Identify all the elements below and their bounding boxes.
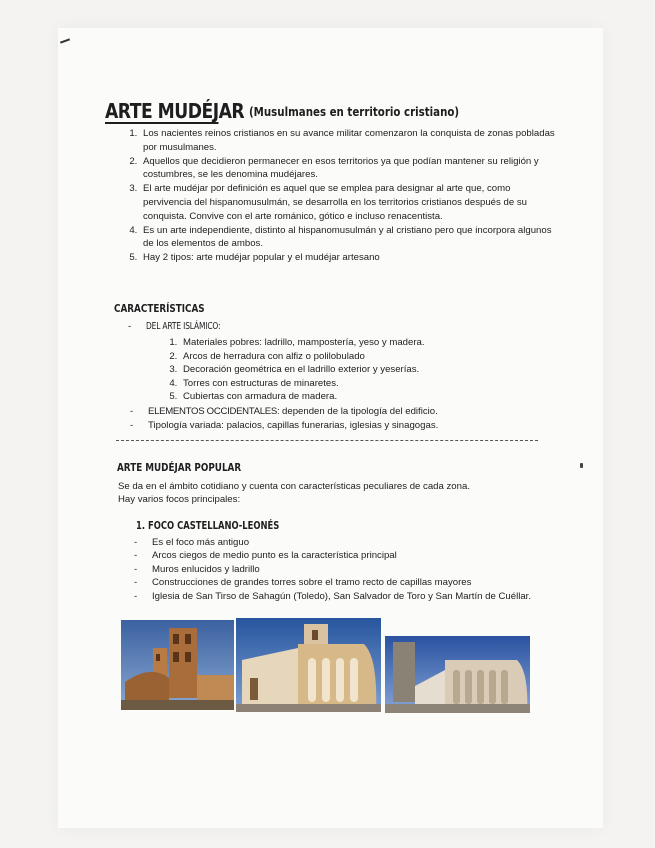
church-tower-image <box>121 620 234 710</box>
popular-paragraph <box>118 480 538 506</box>
dashed-separator <box>116 440 538 441</box>
foco-list <box>134 536 534 603</box>
list-item <box>130 405 550 419</box>
photo-san-salvador <box>236 618 381 712</box>
list-item: 3. El arte mudéjar por definición es aquel que se emplea para designar al arte que, como pervivencia del hispanomusulmán, se desarrolla en los territorios cristianos después de su conquista. Convive con el arte románico, gótico e incluso renacentista. <box>140 182 560 223</box>
occidentales-list <box>130 405 550 432</box>
list-item: - Tipología variada: palacios, capillas funerarias, iglesias y sinagogas. <box>130 419 550 433</box>
list-item: 1. Los nacientes reinos cristianos en su avance militar comenzaron la conquista de zonas pobladas por musulmanes. <box>140 127 560 154</box>
photo-san-tirso <box>121 620 234 710</box>
islamico-label: DEL ARTE ISLÁMICO: <box>146 321 221 332</box>
list-item: - Construcciones de grandes torres sobre el tramo recto de capillas mayores <box>134 576 534 589</box>
list-item: 5. Cubiertas con armadura de madera. <box>180 390 480 404</box>
pen-tick <box>580 463 583 468</box>
islamico-items <box>162 336 480 404</box>
church-apse-image <box>236 618 381 712</box>
list-item: 2. Aquellos que decidieron permanecer en esos territorios ya que podían mantener su religión y costumbres, se les denomina mudéjares. <box>140 155 560 182</box>
paragraph-line: Hay varios focos principales: <box>118 494 241 506</box>
list-item: - Muros enlucidos y ladrillo <box>134 563 534 576</box>
list-item: - Arcos ciegos de medio punto es la característica principal <box>134 549 534 562</box>
caracteristicas-heading: CARACTERÍSTICAS <box>114 302 205 315</box>
list-item <box>128 320 548 334</box>
occidentales-text: dependen de la tipología del edificio. <box>279 406 438 417</box>
page-title: ARTE MUDÉJAR <box>105 99 245 123</box>
foco-title: 1. FOCO CASTELLANO-LEONÉS <box>136 520 280 532</box>
title-row <box>105 100 506 124</box>
paragraph-line: Se da en el ámbito cotidiano y cuenta con características peculiares de cada zona. <box>118 481 470 492</box>
islamico-list <box>128 320 548 334</box>
list-item: - Iglesia de San Tirso de Sahagún (Toledo), San Salvador de Toro y San Martín de Cuéllar. <box>134 590 534 603</box>
list-item: 2. Arcos de herradura con alfiz o polilobulado <box>180 350 480 364</box>
list-item: 4. Torres con estructuras de minaretes. <box>180 377 480 391</box>
church-brick-image <box>385 636 530 713</box>
page-subtitle: (Musulmanes en territorio cristiano) <box>249 104 460 119</box>
intro-list <box>122 127 560 265</box>
list-item: 1. Materiales pobres: ladrillo, mampostería, yeso y madera. <box>180 336 480 350</box>
list-item: 3. Decoración geométrica en el ladrillo exterior y yeserías. <box>180 363 480 377</box>
occidentales-label: ELEMENTOS OCCIDENTALES: <box>148 406 280 417</box>
popular-heading: ARTE MUDÉJAR POPULAR <box>117 461 242 474</box>
list-item: 5. Hay 2 tipos: arte mudéjar popular y el mudéjar artesano <box>140 251 560 265</box>
photo-san-martin <box>385 636 530 713</box>
list-item: 4. Es un arte independiente, distinto al hispanomusulmán y al cristiano pero que incorpora algunos de los elementos de ambos. <box>140 224 560 251</box>
list-item: - Es el foco más antiguo <box>134 536 534 549</box>
